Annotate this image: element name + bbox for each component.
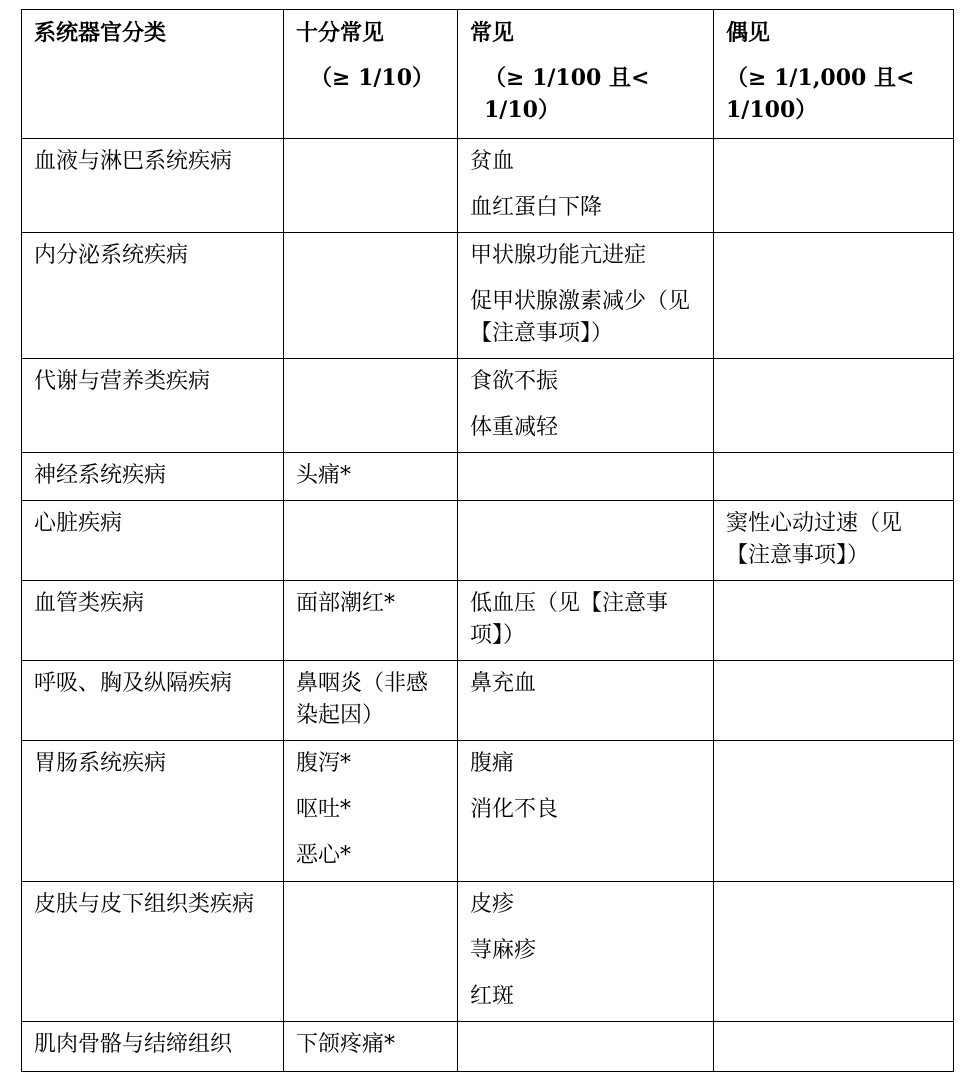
soc-cell bbox=[22, 741, 284, 882]
common-cell bbox=[458, 581, 714, 661]
reaction-item: 头痛* bbox=[296, 463, 352, 488]
uncommon-cell bbox=[714, 139, 954, 233]
soc-cell bbox=[22, 359, 284, 453]
table-row bbox=[22, 233, 954, 359]
very-common-cell bbox=[284, 359, 458, 453]
common-cell bbox=[458, 453, 714, 501]
uncommon-cell bbox=[714, 661, 954, 741]
common-cell bbox=[458, 741, 714, 882]
table-row bbox=[22, 741, 954, 882]
very-common-cell bbox=[284, 882, 458, 1022]
soc-label: 神经系统疾病 bbox=[34, 463, 167, 488]
reaction-item: 皮疹 bbox=[470, 892, 515, 917]
common-cell bbox=[458, 882, 714, 1022]
soc-cell bbox=[22, 501, 284, 581]
common-cell bbox=[458, 661, 714, 741]
header-common bbox=[458, 10, 714, 139]
table-row bbox=[22, 139, 954, 233]
common-cell bbox=[458, 233, 714, 359]
common-cell bbox=[458, 359, 714, 453]
very-common-cell bbox=[284, 233, 458, 359]
reaction-item: 下颌疼痛* bbox=[296, 1032, 396, 1057]
very-common-cell bbox=[284, 453, 458, 501]
table-row bbox=[22, 501, 954, 581]
table-header-row bbox=[22, 10, 954, 139]
soc-label: 血管类疾病 bbox=[34, 591, 145, 616]
soc-cell bbox=[22, 139, 284, 233]
header-common-title: 常见 bbox=[470, 20, 515, 46]
soc-cell bbox=[22, 453, 284, 501]
header-uncommon-range: （≥ 1/1,000 且< 1/100） bbox=[726, 65, 915, 123]
uncommon-cell bbox=[714, 359, 954, 453]
uncommon-cell bbox=[714, 233, 954, 359]
header-uncommon bbox=[714, 10, 954, 139]
table-row bbox=[22, 1022, 954, 1072]
reaction-item: 窦性心动过速（见【注意事项】） bbox=[726, 511, 903, 568]
uncommon-cell bbox=[714, 453, 954, 501]
header-very-common-title: 十分常见 bbox=[296, 20, 385, 46]
header-soc-label: 系统器官分类 bbox=[34, 20, 167, 46]
header-common-range: （≥ 1/100 且< 1/10） bbox=[484, 65, 650, 123]
uncommon-cell bbox=[714, 882, 954, 1022]
reaction-item: 荨麻疹 bbox=[470, 938, 537, 963]
uncommon-cell bbox=[714, 1022, 954, 1072]
table-row bbox=[22, 581, 954, 661]
reaction-item: 低血压（见【注意事项】） bbox=[470, 591, 669, 648]
soc-label: 代谢与营养类疾病 bbox=[34, 369, 211, 394]
common-cell bbox=[458, 139, 714, 233]
reaction-item: 血红蛋白下降 bbox=[470, 195, 603, 220]
reaction-item: 体重减轻 bbox=[470, 415, 559, 440]
soc-label: 胃肠系统疾病 bbox=[34, 751, 167, 776]
soc-label: 皮肤与皮下组织类疾病 bbox=[34, 892, 255, 917]
header-soc bbox=[22, 10, 284, 139]
very-common-cell bbox=[284, 139, 458, 233]
table-row bbox=[22, 661, 954, 741]
soc-cell bbox=[22, 1022, 284, 1072]
adverse-reactions-table bbox=[21, 9, 954, 1072]
reaction-item: 贫血 bbox=[470, 149, 515, 174]
common-cell bbox=[458, 501, 714, 581]
reaction-item: 甲状腺功能亢进症 bbox=[470, 243, 647, 268]
very-common-cell bbox=[284, 1022, 458, 1072]
very-common-cell bbox=[284, 581, 458, 661]
soc-label: 心脏疾病 bbox=[34, 511, 123, 536]
reaction-item: 恶心* bbox=[296, 843, 352, 868]
reaction-item: 腹泻* bbox=[296, 751, 352, 776]
soc-cell bbox=[22, 233, 284, 359]
reaction-item: 消化不良 bbox=[470, 797, 559, 822]
uncommon-cell bbox=[714, 501, 954, 581]
soc-label: 肌肉骨骼与结缔组织 bbox=[34, 1032, 233, 1057]
soc-cell bbox=[22, 882, 284, 1022]
table-row bbox=[22, 359, 954, 453]
reaction-item: 面部潮红* bbox=[296, 591, 396, 616]
reaction-item: 食欲不振 bbox=[470, 369, 559, 394]
header-very-common bbox=[284, 10, 458, 139]
reaction-item: 腹痛 bbox=[470, 751, 515, 776]
very-common-cell bbox=[284, 501, 458, 581]
uncommon-cell bbox=[714, 581, 954, 661]
reaction-item: 呕吐* bbox=[296, 797, 352, 822]
soc-label: 内分泌系统疾病 bbox=[34, 243, 189, 268]
common-cell bbox=[458, 1022, 714, 1072]
soc-label: 血液与淋巴系统疾病 bbox=[34, 149, 233, 174]
table-row bbox=[22, 453, 954, 501]
uncommon-cell bbox=[714, 741, 954, 882]
reaction-item: 鼻充血 bbox=[470, 671, 537, 696]
reaction-item: 红斑 bbox=[470, 984, 515, 1009]
header-uncommon-title: 偶见 bbox=[726, 20, 771, 46]
reaction-item: 鼻咽炎（非感染起因） bbox=[296, 671, 429, 728]
table-row bbox=[22, 882, 954, 1022]
soc-cell bbox=[22, 581, 284, 661]
soc-label: 呼吸、胸及纵隔疾病 bbox=[34, 671, 233, 696]
very-common-cell bbox=[284, 741, 458, 882]
soc-cell bbox=[22, 661, 284, 741]
very-common-cell bbox=[284, 661, 458, 741]
header-very-common-range: （≥ 1/10） bbox=[310, 65, 435, 91]
reaction-item: 促甲状腺激素减少（见【注意事项】） bbox=[470, 289, 691, 346]
